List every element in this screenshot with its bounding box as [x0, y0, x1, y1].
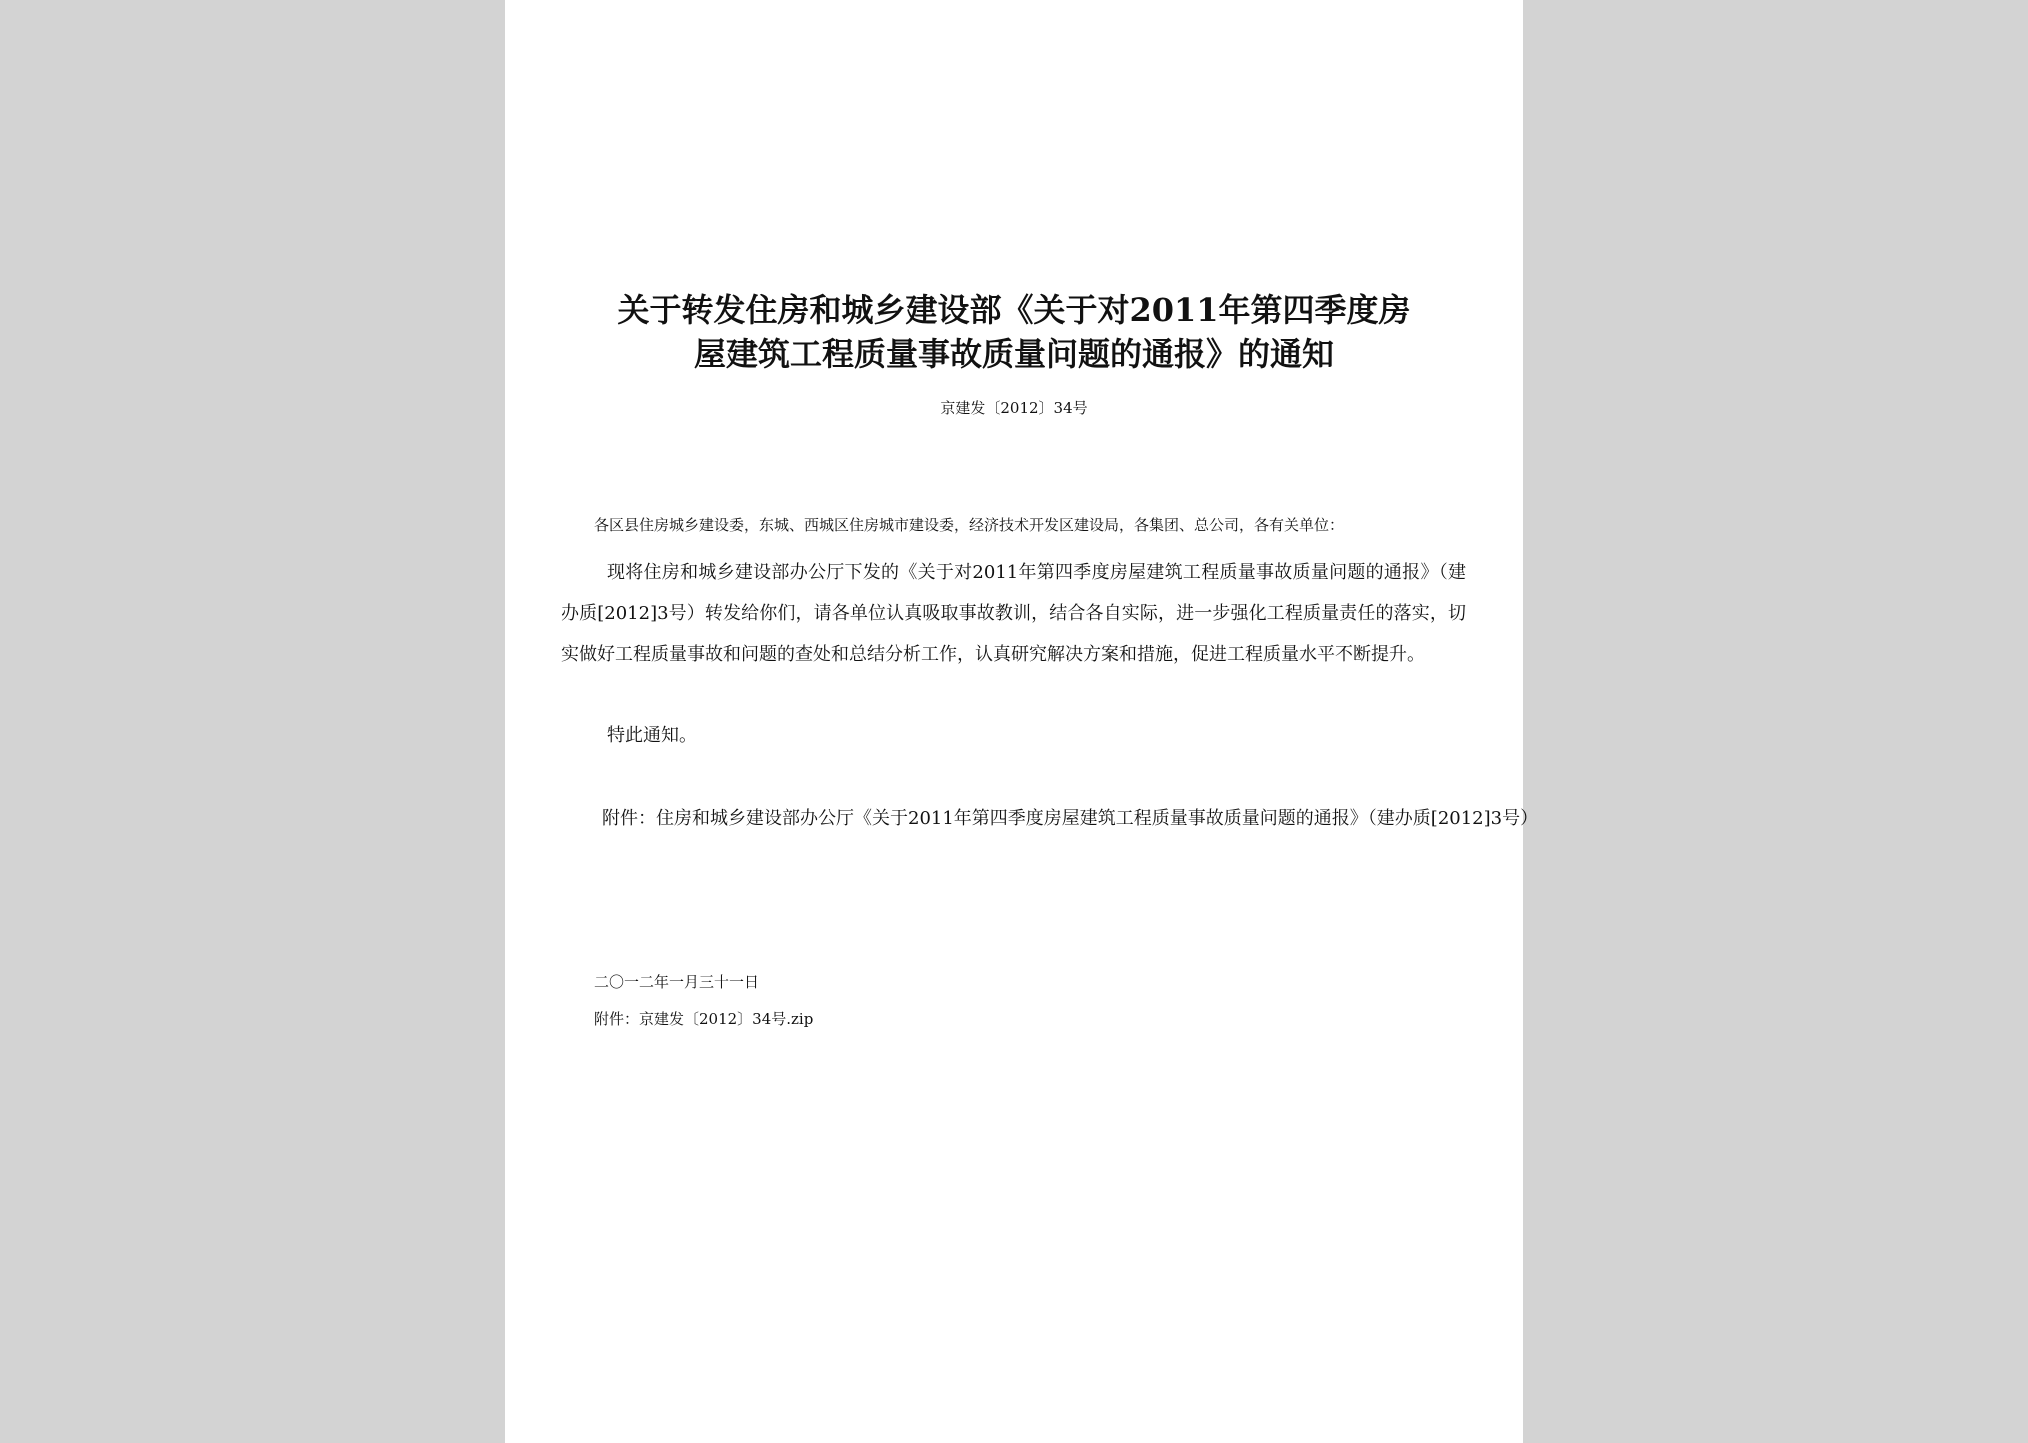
- document-number: 京建发〔2012〕34号: [940, 399, 1088, 417]
- document-title: [555, 288, 1473, 376]
- title-line-1: 关于转发住房和城乡建设部《关于对2011年第四季度房: [617, 291, 1411, 329]
- closing-line: 特此通知。: [607, 725, 697, 746]
- issue-date: 二〇一二年一月三十一日: [594, 973, 760, 991]
- document-page: [505, 0, 1539, 1443]
- file-attachment-link[interactable]: 附件：京建发〔2012〕34号.zip: [594, 1010, 814, 1028]
- title-line-2: 屋建筑工程质量事故质量问题的通报》的通知: [693, 335, 1334, 373]
- attachment-note: 附件：住房和城乡建设部办公厅《关于2011年第四季度房屋建筑工程质量事故质量问题的通报》（建办质[2012]3号）: [602, 808, 1539, 829]
- body-paragraph: 现将住房和城乡建设部办公厅下发的《关于对2011年第四季度房屋建筑工程质量事故质量问题的通报》（建办质[2012]3号）转发给你们，请各单位认真吸取事故教训，结合各自实际，进一步强化工程质量责任的落实，切实做好工程质量事故和问题的查处和总结分析工作，认真研究解决方案和措施，促进工程质量水平不断提升。: [561, 562, 1466, 665]
- recipients-line: 各区县住房城乡建设委，东城、西城区住房城市建设委，经济技术开发区建设局，各集团、总公司，各有关单位：: [594, 516, 1345, 534]
